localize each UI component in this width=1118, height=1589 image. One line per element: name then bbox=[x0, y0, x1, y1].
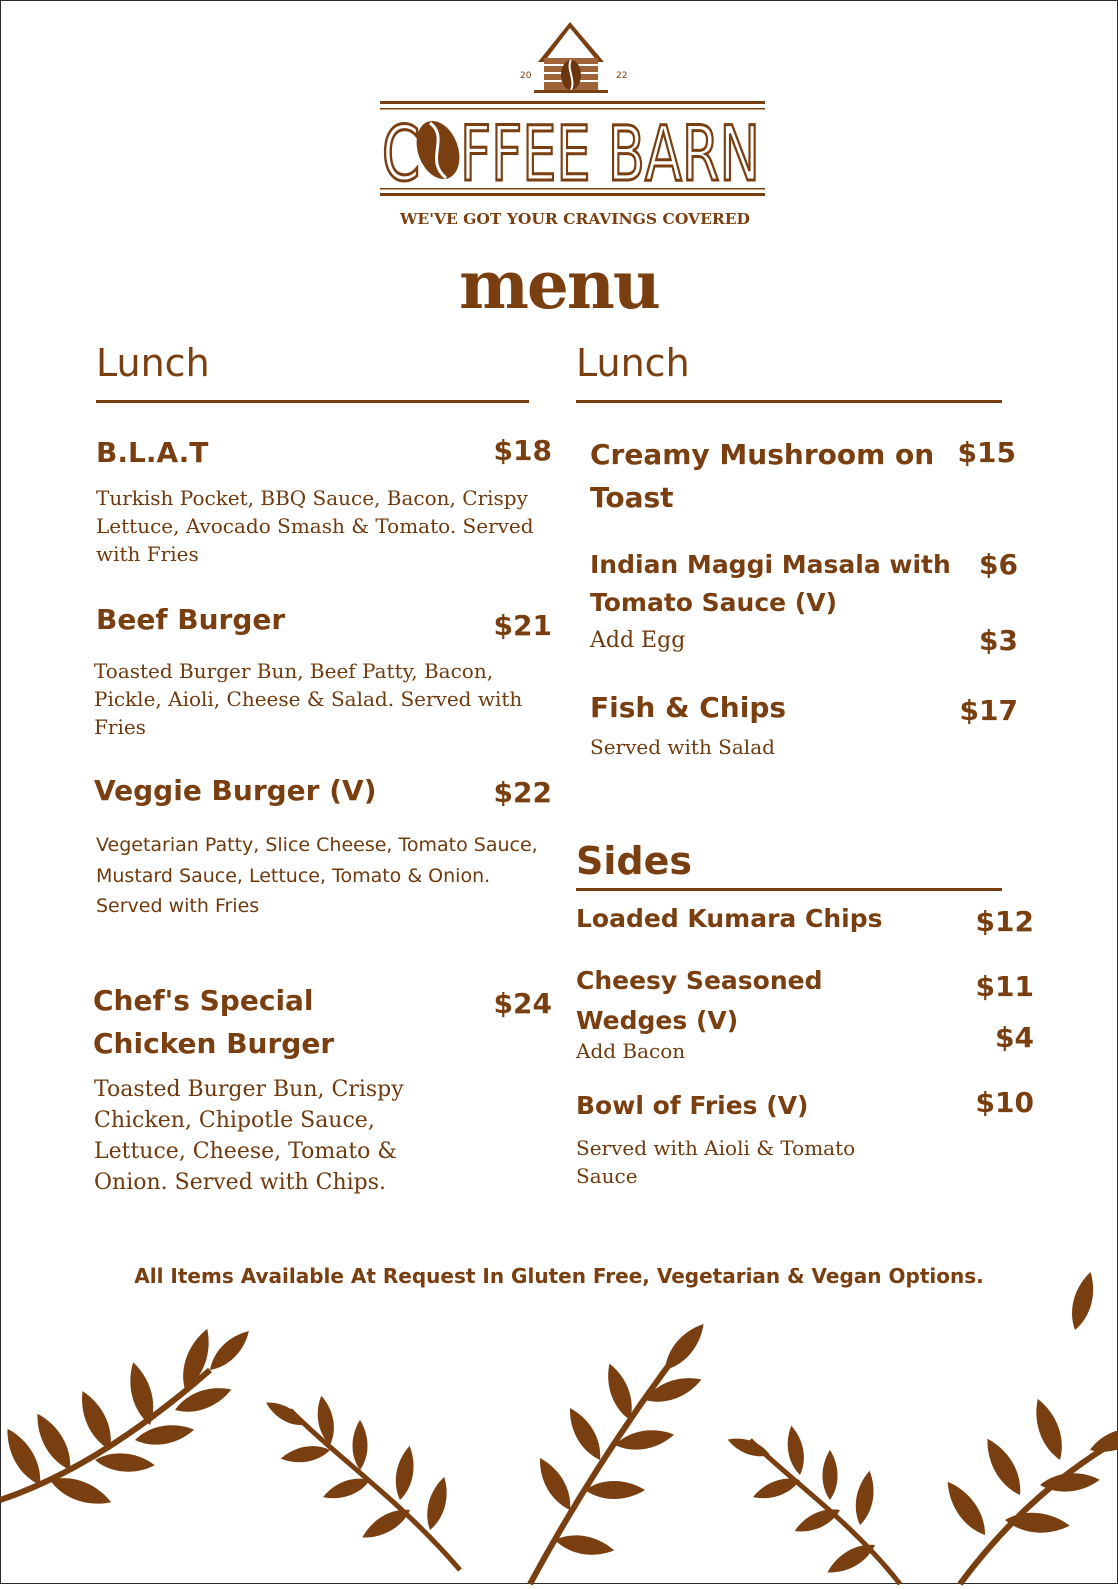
item-name: Bowl of Fries (V) bbox=[576, 1091, 809, 1120]
item-description: Served with Salad bbox=[590, 735, 775, 759]
item-description: Toasted Burger Bun, Crispy Chicken, Chipotle Sauce, Lettuce, Cheese, Tomato & Onion. Served with Chips. bbox=[94, 1077, 404, 1195]
right-heading-rule bbox=[576, 400, 1002, 403]
item-name: Cheesy Seasoned Wedges (V) bbox=[576, 966, 823, 1035]
tagline: WE'VE GOT YOUR CRAVINGS COVERED bbox=[398, 210, 750, 228]
svg-text:FFEE BARN: FFEE BARN bbox=[460, 109, 760, 198]
item-name: Veggie Burger (V) bbox=[94, 774, 377, 807]
item-price: $24 bbox=[493, 987, 552, 1020]
item-price: $15 bbox=[957, 436, 1016, 469]
item-addon-price: $3 bbox=[979, 624, 1018, 657]
item-name: Fish & Chips bbox=[590, 691, 787, 724]
leaf-decoration bbox=[0, 1310, 1118, 1584]
right-section-heading: Lunch bbox=[576, 341, 690, 385]
item-description: Vegetarian Patty, Slice Cheese, Tomato Sauce, Mustard Sauce, Lettuce, Tomato & Onion. Served with Fries bbox=[96, 834, 538, 917]
sides-heading-rule bbox=[576, 888, 1002, 891]
item-price: $10 bbox=[975, 1086, 1034, 1119]
sides-heading: Sides bbox=[576, 839, 692, 883]
item-description: Turkish Pocket, BBQ Sauce, Bacon, Crispy Lettuce, Avocado Smash & Tomato. Served with Fries bbox=[96, 486, 534, 566]
item-price: $6 bbox=[979, 548, 1018, 581]
item-description: Toasted Burger Bun, Beef Patty, Bacon, Pickle, Aioli, Cheese & Salad. Served with Fries bbox=[94, 659, 523, 739]
item-description: Served with Aioli & Tomato Sauce bbox=[576, 1136, 856, 1188]
year-left: 20 bbox=[520, 71, 532, 81]
barn-icon bbox=[534, 22, 608, 93]
item-price: $12 bbox=[975, 905, 1034, 938]
item-price: $21 bbox=[493, 609, 552, 642]
item-name: Beef Burger bbox=[96, 603, 286, 636]
item-addon: Add Egg bbox=[590, 628, 686, 653]
page-title: menu bbox=[459, 246, 659, 324]
item-price: $18 bbox=[493, 434, 552, 467]
item-name: Indian Maggi Masala with Tomato Sauce (V) bbox=[590, 550, 951, 617]
item-addon-price: $4 bbox=[995, 1021, 1034, 1054]
footer-note: All Items Available At Request In Gluten Free, Vegetarian & Vegan Options. bbox=[134, 1264, 984, 1288]
item-price: $17 bbox=[959, 694, 1018, 727]
item-addon: Add Bacon bbox=[576, 1039, 686, 1063]
item-price: $22 bbox=[493, 776, 552, 809]
year-right: 22 bbox=[616, 71, 628, 81]
item-name: Loaded Kumara Chips bbox=[576, 904, 883, 933]
left-section-heading: Lunch bbox=[96, 341, 210, 385]
coffee-barn-logo bbox=[380, 18, 780, 233]
item-name: Creamy Mushroom on Toast bbox=[590, 438, 935, 514]
svg-text:C: C bbox=[382, 109, 420, 198]
item-name: Chef's Special Chicken Burger bbox=[93, 984, 335, 1060]
item-name: B.L.A.T bbox=[96, 436, 209, 469]
item-price: $11 bbox=[975, 970, 1034, 1003]
left-heading-rule bbox=[96, 400, 529, 403]
